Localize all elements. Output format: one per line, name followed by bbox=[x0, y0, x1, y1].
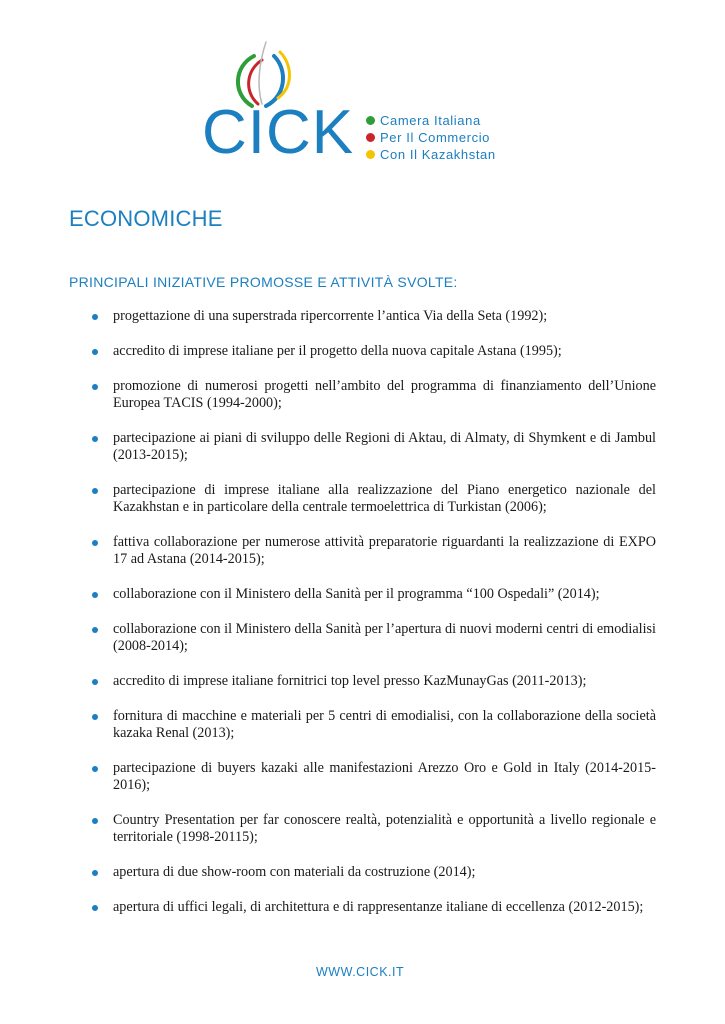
list-item-text: promozione di numerosi progetti nell’ambito del programma di finanziamento dell’Unione Europea TACIS (1994-2000); bbox=[113, 378, 656, 411]
bullet-icon bbox=[92, 384, 98, 390]
website-link[interactable]: WWW.CICK.IT bbox=[316, 965, 405, 979]
swirl-gray-stroke bbox=[259, 42, 266, 104]
bullet-icon bbox=[92, 488, 98, 494]
list-item bbox=[92, 308, 656, 325]
list-item bbox=[92, 378, 656, 412]
list-item-text: fattiva collaborazione per numerose attività preparatorie riguardanti la realizzazione di EXPO 17 ad Astana (2014-2015); bbox=[113, 534, 656, 567]
bullet-icon bbox=[92, 714, 98, 720]
list-item-text: collaborazione con il Ministero della Sanità per l’apertura di nuovi moderni centri di emodialisi (2008-2014); bbox=[113, 621, 656, 654]
yellow-dot-icon bbox=[366, 150, 375, 159]
list-item-text: apertura di due show-room con materiali da costruzione (2014); bbox=[113, 864, 476, 880]
list-item bbox=[92, 864, 656, 881]
logo-tagline bbox=[366, 112, 496, 163]
red-dot-icon bbox=[366, 133, 375, 142]
list-item-text: Country Presentation per far conoscere realtà, potenzialità e opportunità a livello regionale e territoriale (1998-20115); bbox=[113, 812, 656, 845]
list-item-text: accredito di imprese italiane per il progetto della nuova capitale Astana (1995); bbox=[113, 343, 562, 359]
bullet-icon bbox=[92, 592, 98, 598]
bullet-icon bbox=[92, 540, 98, 546]
bullet-icon bbox=[92, 818, 98, 824]
bullet-icon bbox=[92, 905, 98, 911]
list-item-text: collaborazione con il Ministero della Sanità per il programma “100 Ospedali” (2014); bbox=[113, 586, 600, 602]
bullet-icon bbox=[92, 314, 98, 320]
list-item bbox=[92, 621, 656, 655]
list-item bbox=[92, 586, 656, 603]
logo-line-text: Camera Italiana bbox=[380, 113, 481, 128]
page-title: ECONOMICHE bbox=[69, 206, 223, 231]
list-item-text: fornitura di macchine e materiali per 5 centri di emodialisi, con la collaborazione della società kazaka Renal (2013); bbox=[113, 708, 656, 741]
list-item bbox=[92, 343, 656, 360]
logo-line-1 bbox=[366, 112, 496, 129]
logo-line-text: Per Il Commercio bbox=[380, 130, 491, 145]
list-item bbox=[92, 673, 656, 690]
list-item bbox=[92, 534, 656, 568]
list-item-text: accredito di imprese italiane fornitrici top level presso KazMunayGas (2011-2013); bbox=[113, 673, 587, 689]
list-item bbox=[92, 812, 656, 846]
list-item bbox=[92, 482, 656, 516]
list-item-text: progettazione di una superstrada ripercorrente l’antica Via della Seta (1992); bbox=[113, 308, 548, 324]
list-item-text: apertura di uffici legali, di architettura e di rappresentanze italiane di eccellenza (2012-2015); bbox=[113, 899, 644, 915]
green-dot-icon bbox=[366, 116, 375, 125]
bullet-icon bbox=[92, 627, 98, 633]
bullet-icon bbox=[92, 349, 98, 355]
list-item-text: partecipazione di imprese italiane alla realizzazione del Piano energetico nazionale del Kazakhstan e in particolare della centrale termoelettrica di Turkistan (2006); bbox=[113, 482, 656, 515]
list-item bbox=[92, 899, 656, 916]
list-item-text: partecipazione ai piani di sviluppo delle Regioni di Aktau, di Almaty, di Shymkent e di Jambul (2013-2015); bbox=[113, 430, 656, 463]
logo-wordmark: CICK bbox=[202, 98, 355, 167]
logo-line-3 bbox=[366, 146, 496, 163]
list-item-text: partecipazione di buyers kazaki alle manifestazioni Arezzo Oro e Gold in Italy (2014-2015-2016); bbox=[113, 760, 656, 793]
list-item bbox=[92, 708, 656, 742]
bullet-icon bbox=[92, 679, 98, 685]
bullet-icon bbox=[92, 436, 98, 442]
bullet-icon bbox=[92, 870, 98, 876]
logo-line-2 bbox=[366, 129, 496, 146]
section-subtitle: PRINCIPALI INIZIATIVE PROMOSSE E ATTIVITÀ SVOLTE: bbox=[69, 274, 458, 290]
list-item bbox=[92, 430, 656, 464]
list-item bbox=[92, 760, 656, 794]
cick-logo bbox=[200, 40, 530, 170]
initiatives-list bbox=[92, 308, 656, 934]
logo-line-text: Con Il Kazakhstan bbox=[380, 147, 496, 162]
bullet-icon bbox=[92, 766, 98, 772]
